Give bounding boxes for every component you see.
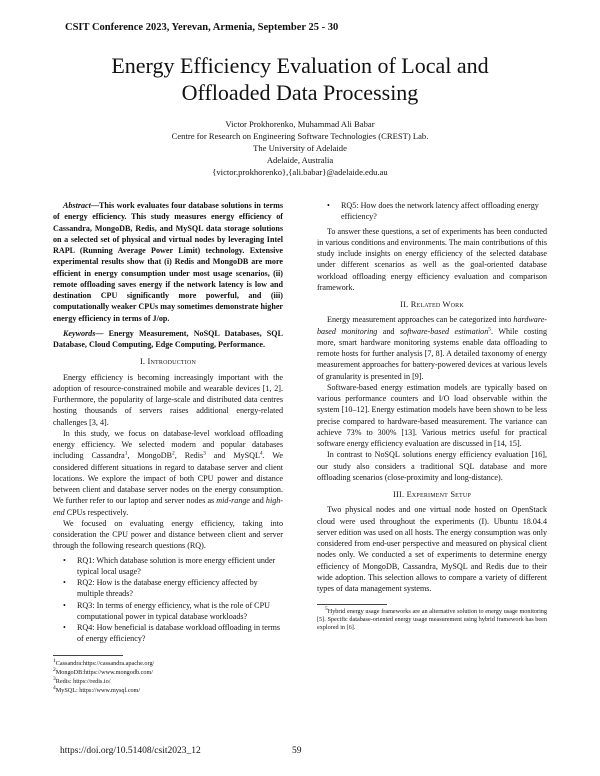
text-run: and: [250, 496, 266, 506]
emphasis: hardware-based monitoring: [317, 315, 547, 336]
text-run: In this study, we focus on database-level workload offloading energy efficiency. We selected modern and popular databases including Cassandra: [53, 428, 283, 461]
intro-paragraph-1: Energy efficiency is becoming increasingly important with the adoption of resource-constrained mobile and wearable devices [1, 2]. Furthermore, the popularity of large-scale and distributed data centres hosting thousands of servers raises additional energy-related challenges [3, 4].: [53, 372, 283, 427]
section-number: III.: [393, 490, 405, 499]
section-title: Experiment Setup: [406, 490, 471, 499]
author-university: The University of Adelaide: [253, 143, 347, 154]
research-question: • RQ5: How does the network latency affect offloading energy efficiency?: [331, 200, 547, 223]
footnote: [53, 659, 283, 668]
text-run: and MySQL: [205, 451, 260, 461]
text-run: , MongoDB: [127, 451, 173, 461]
abstract-text: —This work evaluates four database solutions in terms of energy efficiency. This study measures energy efficiency of Cassandra, MongoDB, Redis, and MySQL data storage solutions on a selected set of physical and virtual nodes by leveraging Intel RAPL (Running Average Power Limit) technology. Extensive experimental results show that (i) Redis and MongoDB are more efficient in energy consumption under most usage scenarios, (ii) remote offloading saves energy if the network latency is low and destination CPU significantly more powerful, and (iii) computationally weaker CPUs may sometimes demonstrate higher energy efficiency in terms of J/op.: [53, 201, 283, 323]
author-email: {victor.prokhorenko},{ali.babar}@adelaide.edu.au: [212, 167, 388, 178]
paper-title: [40, 52, 560, 106]
text-run: and: [377, 326, 400, 336]
research-question: • RQ2: How is the database energy efficiency affected by multiple threads?: [67, 577, 283, 600]
emphasis: software-based estimation: [399, 326, 489, 336]
footnote-text: Cassandra:https://cassandra.apache.org/: [55, 659, 155, 667]
emphasis: mid-range: [216, 496, 251, 506]
section-title: Introduction: [147, 357, 197, 367]
left-column: [53, 200, 283, 695]
abstract-label: Abstract: [63, 201, 91, 210]
section-title: Related Work: [410, 300, 464, 309]
footnote-ref: 5: [488, 325, 492, 332]
keywords: [53, 328, 283, 351]
research-questions-list: [53, 555, 283, 645]
intro-paragraph-3: We focused on evaluating energy efficiency, taking into consideration the CPU power and distance between client and server through the following research questions (RQ).: [53, 518, 283, 551]
text-run: , Redis: [174, 451, 204, 461]
research-questions-list-continued: [317, 200, 547, 223]
footnote-divider: [53, 655, 123, 656]
keywords-text: — Energy Measurement, NoSQL Databases, SQL Database, Cloud Computing, Edge Computing, Performance.: [53, 328, 283, 349]
section-heading-experiment-setup: [317, 489, 547, 500]
footnote-number: 4: [53, 684, 56, 691]
right-column: [317, 200, 547, 632]
research-question: • RQ1: Which database solution is more energy efficient under typical local usage?: [67, 555, 283, 578]
section-number: I.: [139, 357, 146, 367]
footnote-number: 3: [53, 675, 56, 682]
footnote: [53, 668, 283, 677]
section-number: II.: [400, 300, 409, 309]
text-run: Energy measurement approaches can be categorized into: [327, 315, 514, 325]
footnote: [317, 608, 547, 632]
text-run: CPUs respectively.: [64, 507, 129, 517]
related-paragraph-2: Software-based energy estimation models are typically based on various performance counters and I/O load observable within the system [10–12]. Energy estimation models have been shown to be less precise compared to hardware-based measurement. The variance can achieve 73% to 300% [13]. Various metrics useful for practical software energy efficiency evaluation are discussed in [14, 15].: [317, 382, 547, 448]
footnote-number: 2: [53, 666, 56, 673]
emphasis: high-end: [53, 496, 283, 517]
setup-paragraph-1: Two physical nodes and one virtual node hosted on OpenStack cloud were used throughout the experiments (I). Ubuntu 18.04.4 server edition was used on all hosts. The energy consumption was only considered from end-user perspective and measured on physical client nodes only. We conducted a set of experiments to determine energy efficiency of MongoDB, Cassandra, MySQL and Redis due to their wide adoption. This selection allows to compare a variety of different types of data management systems.: [317, 505, 547, 593]
research-question: • RQ4: How beneficial is database workload offloading in terms of energy efficiency?: [67, 622, 283, 645]
footnote-ref: 4: [259, 450, 263, 457]
keywords-label: Keywords: [63, 328, 96, 338]
intro-paragraph-2: [53, 428, 283, 518]
author-location: Adelaide, Australia: [266, 155, 334, 166]
footnote-text: Hybrid energy usage frameworks are an alternative solution to energy usage monitoring [5]. Specific database-oriented energy usage measurement using hybrid framework has been explored in [6].: [317, 608, 547, 632]
title-line-1: Energy Efficiency Evaluation of Local and: [111, 53, 489, 78]
footnote: [53, 677, 283, 686]
footnote-number: 5: [325, 606, 328, 613]
footnote: [53, 686, 283, 695]
related-paragraph-3: In contrast to NoSQL solutions energy efficiency evaluation [16], our study also considers a traditional SQL database and more offloading scenarios (close-proximity and long-distance).: [317, 450, 547, 482]
contributions-paragraph: To answer these questions, a set of experiments has been conducted in various conditions and environments. The main contributions of this study include insights on energy efficiency of the selected database under different scenarios as well as the goal-oriented database workload offloading energy efficiency evaluation and comparison framework.: [317, 226, 547, 292]
title-line-2: Offloaded Data Processing: [181, 80, 419, 105]
abstract: [53, 200, 283, 324]
related-paragraph-1: [317, 314, 547, 382]
section-heading-introduction: [53, 356, 283, 367]
author-block: [60, 118, 540, 178]
footnote-text: MongoDB:https://www.mongodb.com/: [55, 668, 153, 676]
author-affiliation: Centre for Research on Engineering Software Technologies (CREST) Lab.: [171, 131, 429, 142]
footnote-text: MySQL: https://www.mysql.com/: [55, 686, 141, 694]
doi-link[interactable]: https://doi.org/10.51408/csit2023_12: [60, 746, 201, 756]
text-run: . While costing more, smart hardware monitoring systems enable data offloading to remote hosts for further analysis [7, 8]. A detailed taxonomy of energy measurement approaches for battery-powered devices at various levels of granularity is presented in [9].: [317, 326, 547, 381]
author-names: Victor Prokhorenko, Muhammad Ali Babar: [225, 119, 375, 129]
footnote-number: 1: [53, 657, 56, 664]
page-number: 59: [292, 746, 302, 756]
section-heading-related-work: [317, 299, 547, 310]
footnote-ref: 1: [124, 450, 128, 457]
footnote-ref: 3: [203, 450, 206, 457]
footnote-divider: [317, 604, 387, 605]
footnote-ref: 2: [172, 450, 175, 457]
text-run: . We considered different situations in regard to database server and client locations. We explore the impact of both CPU power and distance between client and database server nodes on the energy consumption. We further refer to our laptop and server nodes as: [53, 451, 283, 506]
research-question: • RQ3: In terms of energy efficiency, what is the role of CPU computational power in typical database workloads?: [67, 600, 283, 623]
conference-header: CSIT Conference 2023, Yerevan, Armenia, September 25 - 30: [65, 22, 339, 33]
footnote-text: Redis: https://redis.io/: [55, 677, 111, 685]
